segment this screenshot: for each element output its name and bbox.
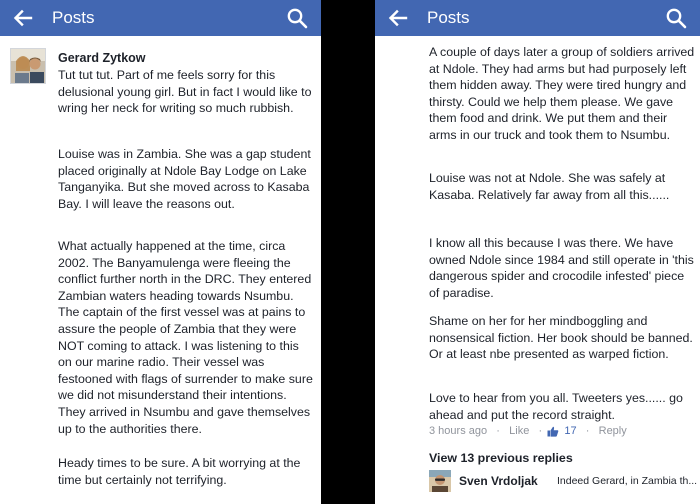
comment-timestamp: 3 hours ago: [429, 425, 488, 438]
reply-snippet[interactable]: Indeed Gerard, in Zambia th...: [557, 475, 698, 487]
app-bar: [0, 0, 321, 36]
comment-paragraph: Louise was in Zambia. She was a gap student placed originally at Ndole Bay Lodge on Lake Tanganyika. But she moved across to Kasaba Bay. I will leave the reasons out.: [58, 147, 311, 211]
reply-author[interactable]: Sven Vrdoljak: [459, 474, 538, 488]
search-icon[interactable]: [664, 6, 688, 30]
like-count: 17: [564, 425, 577, 438]
right-screenshot: [375, 0, 700, 504]
comment-meta: [429, 425, 627, 437]
page-title: Posts: [427, 8, 470, 27]
avatar[interactable]: [10, 48, 46, 84]
view-previous-replies-link[interactable]: View 13 previous replies: [429, 451, 573, 465]
avatar[interactable]: [429, 470, 451, 492]
comment-paragraph: I know all this because I was there. We have owned Ndole since 1984 and still operate in 'this dangerous spider and crocodile infested' piece of paradise.: [429, 236, 694, 300]
comment-paragraph: Louise was not at Ndole. She was safely at Kasaba. Relatively far away from all this......: [429, 171, 670, 202]
comment-paragraph: Tut tut tut. Part of me feels sorry for this delusional young girl. But in fact I would like to wring her neck for writing so much rubbish.: [58, 68, 312, 116]
thumbs-up-icon: [547, 426, 559, 437]
app-bar: [375, 0, 700, 36]
comment-paragraph: Love to hear from you all. Tweeters yes...... go ahead and put the record straight.: [429, 391, 683, 422]
separator: ·: [585, 425, 590, 438]
comment-paragraph: Shame on her for her mindboggling and nonsensical fiction. Her book should be banned. Or at least nbe presented as warped fiction.: [429, 314, 693, 362]
arrow-left-icon[interactable]: [385, 5, 411, 31]
comment-paragraph: What actually happened at the time, circa 2002. The Banyamulenga were fleeing the conflict further north in the DRC. They entered Zambian waters heading towards Nsumbu. The captain of the first vessel was at pains to assure the people of Zambia that they were NOT coming to attack. I was listening to this on our marine radio. Their vessel was festooned with flags of surrender to make sure we did not misunderstand their intentions. They arrived in Nsumbu and gave themselves up to the authorities there.: [58, 239, 313, 436]
reply-button[interactable]: Reply: [598, 425, 627, 438]
separator: ·: [496, 425, 500, 438]
comment-author[interactable]: Gerard Zytkow: [58, 51, 146, 65]
arrow-left-icon[interactable]: [10, 5, 36, 31]
left-screenshot: [0, 0, 321, 504]
like-button[interactable]: Like: [509, 425, 530, 438]
page-title: Posts: [52, 8, 95, 27]
search-icon[interactable]: [285, 6, 309, 30]
separator: ·: [538, 425, 543, 438]
comment-paragraph: A couple of days later a group of soldiers arrived at Ndole. They had arms but had purposely left them hidden away. They were tired hungry and thirsty. Could we help them please. We gave them food and drink. We put them and their arms in our truck and took them to Nsumbu.: [429, 45, 695, 142]
comment-paragraph: Heady times to be sure. A bit worrying at the time but certainly not terrifying.: [58, 456, 301, 487]
